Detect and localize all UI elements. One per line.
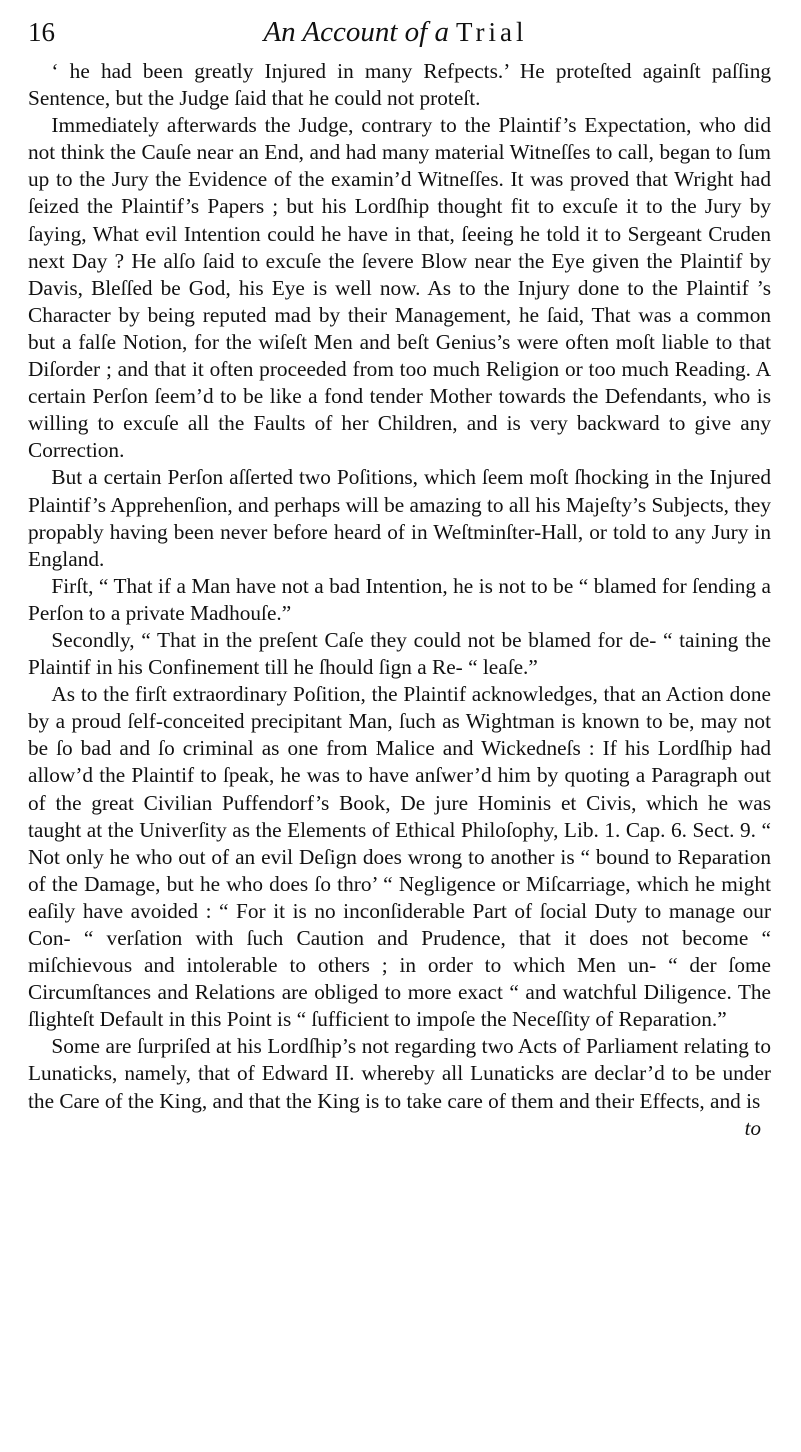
paragraph-1: ‘ he had been greatly Injured in many Refpects.’ He proteſted againſt paſſing Sentence, but the Judge ſaid that he could not proteſt. [28,59,771,111]
running-head [28,14,771,58]
running-title [80,14,771,51]
paragraph-5-second-position: Secondly, “ That in the preſent Caſe they could not be blamed for de- “ taining the Plaintif in his Confinement till he ſhould ſign a Re- “ leaſe.” [28,627,771,680]
paragraph-6-puffendorf-quote: As to the firſt extraordinary Poſition, the Plaintif acknowledges, that an Action done by a proud ſelf-conceited precipitant Man, ſuch as Wightman is known to be, may not be ſo bad and ſo criminal as one from Malice and Wickedneſs : If his Lordſhip had allow’d the Plaintif to ſpeak, he was to have anſwer’d him by quoting a Paragraph out of the great Civilian Puffendorf’s Book, De jure Hominis et Civis, which he was taught at the Univerſity as the Elements of Ethical Philoſophy, Lib. 1. Cap. 6. Sect. 9. “ Not only he who out of an evil Deſign does wrong to another is “ bound to Reparation of the Damage, but he who does ſo thro’ “ Negligence or Miſcarriage, which he might eaſily have avoided : “ For it is no inconſiderable Part of ſocial Duty to manage our Con- “ verſation with ſuch Caution and Prudence, that it does not become “ miſchievous and intolerable to others ; in order to which Men un- “ der ſome Circumſtances and Relations are obliged to more exact “ and watchful Diligence. The ſlighteſt Default in this Point is “ ſufficient to impoſe the Neceſſity of Reparation.” [28,682,771,1032]
page-number: 16 [28,17,55,47]
running-title-italic: An Account of a [263,16,449,48]
paragraph-3: But a certain Perſon aſſerted two Poſitions, which ſeem moſt ſhocking in the Injured Plaintif’s Apprehenſion, and perhaps will be amazing to all his Majeſty’s Subjects, they propably having been never before heard of in Weſtminſter-Hall, or told to any Jury in England. [28,465,771,571]
paragraph-4-first-position: Firſt, “ That if a Man have not a bad Intention, he is not to be “ blamed for ſending a Perſon to a private Madhouſe.” [28,573,771,625]
catchword: to [744,1115,761,1140]
running-title-smallcaps: Trial [455,17,528,47]
paragraph-7: Some are ſurpriſed at his Lordſhip’s not regarding two Acts of Parliament relating to Lunaticks, namely, that of Edward II. whereby all Lunaticks are declar’d to be under the Care of the King, and that the King is to take care of them and their Effects, and is [28,1034,771,1113]
page-body [28,58,771,1115]
paragraph-2: Immediately afterwards the Judge, contrary to the Plaintif’s Expectation, who did not think the Cauſe near an End, and had many material Witneſſes to call, began to ſum up to the Jury the Evidence of the examin’d Witneſſes. It was proved that Wright had ſeized the Plaintif’s Papers ; but his Lordſhip thought fit to excuſe it to the Jury by ſaying, What evil Intention could he have in that, ſeeing he told it to Sergeant Cruden next Day ? He alſo ſaid to excuſe the ſevere Blow near the Eye given the Plaintif by Davis, Bleſſed be God, his Eye is well now. As to the Injury done to the Plaintif ’s Character by being reputed mad by their Management, he ſaid, That was a common but a falſe Notion, for the wiſeſt Men and beſt Genius’s were often moſt liable to that Diſorder ; and that it often proceeded from too much Religion or too much Reading. A certain Perſon ſeem’d to be like a fond tender Mother towards the Defendants, who is willing to excuſe all the Faults of her Children, and is very backward to give any Correction. [28,113,771,463]
